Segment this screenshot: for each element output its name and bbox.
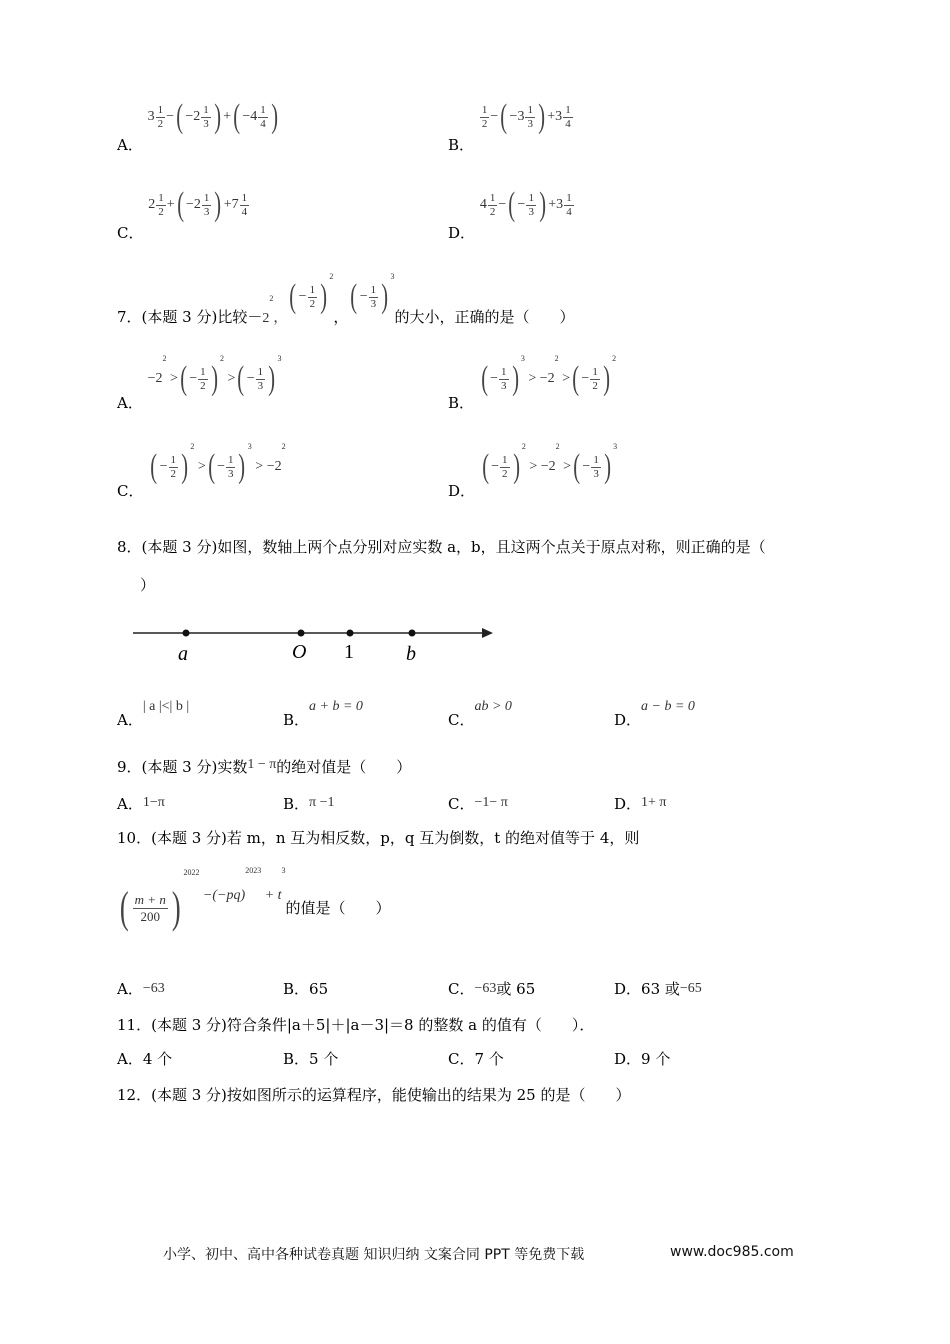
- q10-expression: ( $\frac{m + n}{200}$ ) $^{2022} -(-pq)^{2023} + t^3$的值是（ ）: [117, 886, 391, 930]
- q7-term3: ( − $\frac{1}{3}$ ) $^3$: [350, 272, 395, 315]
- q10-option-d: D．63 或−65: [614, 980, 702, 998]
- q8-stem-line1: 8．(本题 3 分)如图，数轴上两个点分别对应实数 a，b，且这两个点关于原点对称，则正确的是（: [117, 538, 766, 556]
- q7-option-a: A． $-2^2$ > ( − $\frac{1}{2}$ ) $^2$ > ( − $\frac{1}{3}$ ) $^3$: [117, 354, 282, 413]
- q6-a-expr: 3 $\frac{1}{2}$ − ( −2 $\frac{1}{3}$ ) + ( −4 $\frac{1}{4}$ ): [147, 98, 278, 135]
- q11-option-a: A．4 个: [117, 1050, 173, 1068]
- q11-option-c: C．7 个: [448, 1050, 504, 1068]
- q10-option-a: A．−63: [117, 980, 165, 998]
- q6-b-expr: $\frac{1}{2}$ − ( −3 $\frac{1}{3}$ ) +3 $\frac{1}{4}$: [481, 98, 571, 135]
- point-b: [409, 630, 416, 637]
- q10-option-b: B．65: [283, 980, 329, 998]
- q11-option-b: B．5 个: [283, 1050, 339, 1068]
- q8-stem-line2: ）: [140, 576, 156, 594]
- q11-stem: 11．(本题 3 分)符合条件|a＋5|＋|a－3|＝8 的整数 a 的值有（ ）．: [117, 1016, 595, 1034]
- q9-option-c: C．−1− π: [448, 795, 508, 813]
- point-one: [347, 630, 354, 637]
- q7-option-b: B． ( − $\frac{1}{3}$ ) $^3 > -2^2$ > ( − $\frac{1}{2}$ ) $^2$: [448, 354, 617, 413]
- point-origin: [298, 630, 305, 637]
- q7-option-c: C． ( − $\frac{1}{2}$ ) $^2$ > ( − $\frac{1}{3}$ ) $^3 > -2^2$: [117, 442, 286, 501]
- q9-option-d: D．1+ π: [614, 795, 667, 813]
- point-a: [183, 630, 190, 637]
- q8-option-c: C．ab > 0: [448, 699, 512, 729]
- number-line-arrow: [482, 628, 493, 638]
- q9-stem: 9．(本题 3 分)实数1 − π的绝对值是（ ）: [117, 757, 412, 776]
- q6-option-d: D． 4 $\frac{1}{2}$ − ( − $\frac{1}{3}$ ) +3 $\frac{1}{4}$: [448, 188, 575, 222]
- q7-stem: 7．(本题 3 分)比较$-2^2$， ( − $\frac{1}{2}$ ) $^2$， ( − $\frac{1}{3}$ ) $^3$的大小，正确的是（ ）: [117, 272, 575, 327]
- label-a: a: [178, 643, 188, 665]
- q6-option-a: A． 3 $\frac{1}{2}$ − ( −2 $\frac{1}{3}$ ) + ( −4 $\frac{1}{4}$ ): [117, 100, 280, 134]
- q6-option-c: C． 2 $\frac{1}{2}$ + ( −2 $\frac{1}{3}$ ) +7 $\frac{1}{4}$: [117, 188, 250, 222]
- q12-stem: 12．(本题 3 分)按如图所示的运算程序，能使输出的结果为 25 的是（ ）: [117, 1086, 631, 1104]
- q8-option-b: B．a + b = 0: [283, 699, 363, 729]
- q6-c-expr: 2 $\frac{1}{2}$ + ( −2 $\frac{1}{3}$ ) +7 $\frac{1}{4}$: [148, 186, 248, 223]
- q10-formula: ( $\frac{m + n}{200}$ ) $^{2022} -(-pq)^{2023} + t^3$: [119, 866, 286, 932]
- number-line-figure: [125, 615, 505, 670]
- q10-option-c: C．−63或 65: [448, 980, 536, 998]
- footer-url[interactable]: www.doc985.com: [670, 1244, 794, 1260]
- q7-option-d: D． ( − $\frac{1}{2}$ ) $^2 > -2^2$ > ( − $\frac{1}{3}$ ) $^3$: [448, 442, 618, 501]
- label-one: 1: [344, 641, 354, 663]
- q7-term2: ( − $\frac{1}{2}$ ) $^2$: [289, 272, 334, 315]
- q8-option-d: D．a − b = 0: [614, 699, 695, 729]
- q10-stem-line1: 10．(本题 3 分)若 m，n 互为相反数，p，q 互为倒数，t 的绝对值等于 4，则: [117, 829, 640, 847]
- q9-option-a: A．1−π: [117, 795, 165, 813]
- label-o: O: [292, 641, 307, 663]
- q9-option-b: B．π −1: [283, 795, 335, 813]
- q6-d-expr: 4 $\frac{1}{2}$ − ( − $\frac{1}{3}$ ) +3 $\frac{1}{4}$: [479, 186, 572, 223]
- q6-option-b: B． $\frac{1}{2}$ − ( −3 $\frac{1}{3}$ ) +3 $\frac{1}{4}$: [448, 100, 574, 134]
- q7-term1: $2^2$，: [262, 294, 288, 327]
- footer-text: 小学、初中、高中各种试卷真题 知识归纳 文案合同 PPT 等免费下载: [163, 1247, 585, 1263]
- label-b: b: [406, 643, 416, 665]
- q11-option-d: D．9 个: [614, 1050, 671, 1068]
- q8-option-a: A．| a |<| b |: [117, 699, 190, 729]
